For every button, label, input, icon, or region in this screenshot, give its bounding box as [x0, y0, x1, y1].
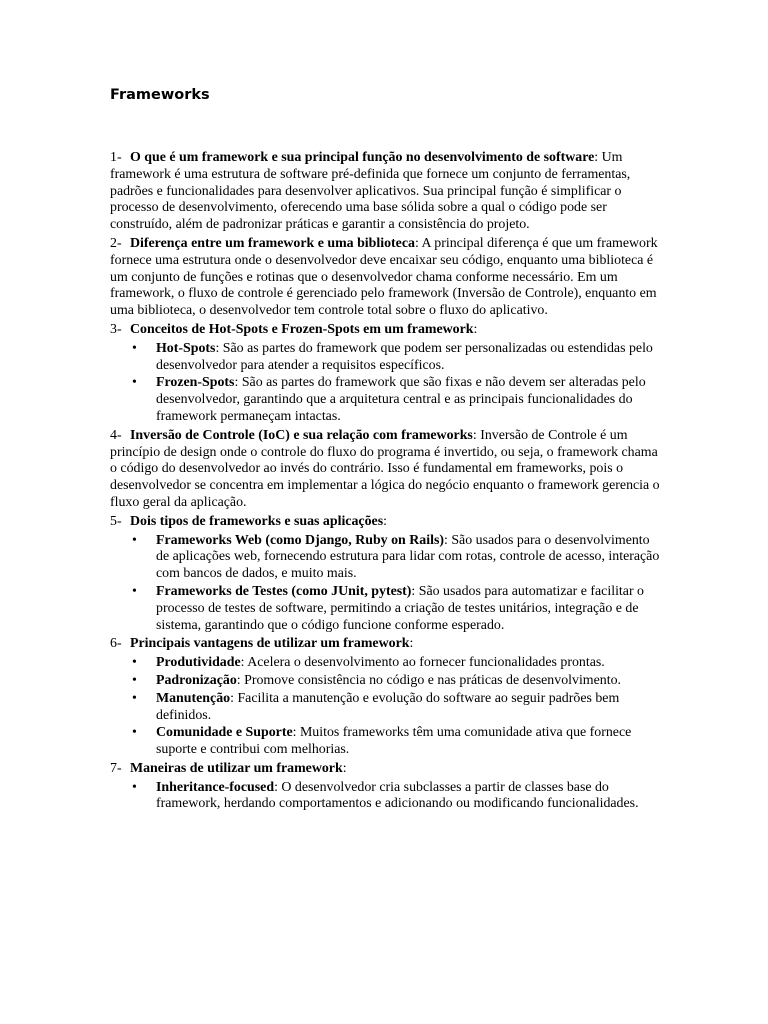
list-item: • Produtividade: Acelera o desenvolvimento ao fornecer funcionalidades prontas.: [132, 655, 605, 671]
bullet-icon: •: [132, 532, 137, 548]
bullet-icon: •: [132, 375, 137, 391]
section-paragraph: 5- Dois tipos de frameworks e suas aplicações:: [110, 513, 387, 529]
item-text: Facilita a manutenção e evolução do software ao seguir padrões bem definidos.: [156, 690, 620, 723]
bullet-list: [110, 341, 660, 426]
item-text: Muitos frameworks têm uma comunidade ativa que fornece suporte e contribui com melhorias.: [156, 725, 632, 758]
list-item: • Frameworks de Testes (como JUnit, pytest): São usados para automatizar e facilitar o processo de testes de software, permitindo a criação de testes unitários, integração e de sistema, garantindo que o código funcione conforme esperado.: [132, 583, 644, 633]
section-number: 7-: [110, 760, 122, 776]
list-item: • Inheritance-focused: O desenvolvedor cria subclasses a partir de classes base do framework, herdando comportamentos e adicionando ou modificando funcionalidades.: [132, 779, 639, 812]
list-item: • Padronização: Promove consistência no código e nas práticas de desenvolvimento.: [132, 672, 622, 688]
list-item: • Manutenção: Facilita a manutenção e evolução do software ao seguir padrões bem definidos.: [132, 690, 620, 723]
bullet-icon: •: [132, 583, 137, 599]
section-6: [110, 636, 660, 759]
section-number: 1-: [110, 150, 122, 165]
section-number: 5-: [110, 513, 122, 529]
section-paragraph: 6- Principais vantagens de utilizar um framework:: [110, 636, 414, 652]
item-text: O desenvolvedor cria subclasses a partir de classes base do framework, herdando comportamentos e adicionando ou modificando funcionalidades.: [156, 779, 639, 812]
item-text: São usados para o desenvolvimento de aplicações web, fornecendo estrutura para lidar com rotas, controle de acesso, interação com bancos de dados, e muito mais.: [156, 532, 660, 582]
section-1: [110, 150, 660, 234]
section-heading: Maneiras de utilizar um framework: [130, 760, 343, 776]
section-body: Inversão de Controle é um princípio de design onde o controle do fluxo do programa é invertido, ou seja, o framework chama o código do desenvolvedor ao invés do contrário. Isso é fundamental em frameworks, pois o desenvolvedor se concentra em implementar a lógica do negócio enquanto o framework gerencia o fluxo geral da aplicação.: [110, 427, 660, 510]
section-number: 6-: [110, 636, 122, 652]
section-paragraph: 3- Conceitos de Hot-Spots e Frozen-Spots em um framework:: [110, 321, 478, 337]
item-term: Padronização: [156, 672, 237, 688]
list-item: • Hot-Spots: São as partes do framework que podem ser personalizadas ou estendidas pelo desenvolvedor para atender a requisitos específicos.: [132, 340, 653, 373]
section-paragraph: 7- Maneiras de utilizar um framework:: [110, 760, 347, 776]
section-heading: Dois tipos de frameworks e suas aplicações: [130, 513, 384, 529]
item-text: São usados para automatizar e facilitar o processo de testes de software, permitindo a criação de testes unitários, integração e de sistema, garantindo que o código funcione conforme esperado.: [156, 583, 644, 633]
item-term: Hot-Spots: [156, 340, 216, 356]
item-term: Frameworks Web (como Django, Ruby on Rails): [156, 532, 444, 548]
bullet-icon: •: [132, 725, 137, 741]
section-3: [110, 322, 660, 426]
bullet-list: [110, 533, 660, 635]
section-2: [110, 236, 660, 320]
document-title: Frameworks: [110, 87, 210, 103]
section-heading: O que é um framework e sua principal função no desenvolvimento de software: [130, 150, 595, 165]
item-term: Comunidade e Suporte: [156, 725, 293, 741]
item-term: Manutenção: [156, 690, 231, 706]
section-number: 3-: [110, 321, 122, 337]
item-term: Frameworks de Testes (como JUnit, pytest): [156, 583, 412, 599]
document-page: [110, 86, 660, 815]
bullet-list: [110, 780, 660, 814]
section-paragraph: 1- O que é um framework e sua principal função no desenvolvimento de software: Um framework é uma estrutura de software pré-definida que fornece um conjunto de ferramentas, padrões e funcionalidades para desenvolver aplicativos. Sua principal função é simplificar o processo de desenvolvimento, oferecendo uma base sólida sobre a qual o código pode ser construído, além de padronizar práticas e garantir a consistência do projeto.: [110, 150, 631, 233]
section-heading: Principais vantagens de utilizar um framework: [130, 636, 410, 652]
section-4: [110, 428, 660, 512]
item-term: Frozen-Spots: [156, 375, 235, 391]
section-heading: Conceitos de Hot-Spots e Frozen-Spots em um framework: [130, 321, 474, 337]
bullet-icon: •: [132, 779, 137, 795]
bullet-icon: •: [132, 690, 137, 706]
item-term: Produtividade: [156, 655, 241, 671]
section-7: [110, 761, 660, 813]
list-item: • Frozen-Spots: São as partes do framework que são fixas e não devem ser alteradas pelo desenvolvedor, garantindo que a arquitetura central e as principais funcionalidades do framework permaneçam intactas.: [132, 375, 646, 424]
item-text: Promove consistência no código e nas práticas de desenvolvimento.: [244, 672, 622, 688]
list-item: • Frameworks Web (como Django, Ruby on Rails): São usados para o desenvolvimento de aplicações web, fornecendo estrutura para lidar com rotas, controle de acesso, interação com bancos de dados, e muito mais.: [132, 532, 660, 582]
bullet-icon: •: [132, 340, 137, 356]
item-text: São as partes do framework que são fixas e não devem ser alteradas pelo desenvolvedor, garantindo que a arquitetura central e as principais funcionalidades do framework permaneçam intactas.: [156, 375, 646, 424]
list-item: • Comunidade e Suporte: Muitos frameworks têm uma comunidade ativa que fornece suporte e contribui com melhorias.: [132, 725, 632, 758]
section-paragraph: 2- Diferença entre um framework e uma biblioteca: A principal diferença é que um framework fornece uma estrutura onde o desenvolvedor deve encaixar seu código, enquanto uma biblioteca é um conjunto de funções e rotinas que o desenvolvedor chama conforme necessário. Em um framework, o fluxo de controle é gerenciado pelo framework (Inversão de Controle), enquanto em uma biblioteca, o desenvolvedor tem controle total sobre o fluxo do aplicativo.: [110, 235, 658, 319]
bullet-icon: •: [132, 672, 137, 688]
section-number: 4-: [110, 427, 122, 443]
section-body: A principal diferença é que um framework fornece uma estrutura onde o desenvolvedor deve encaixar seu código, enquanto uma biblioteca é um conjunto de funções e rotinas que o desenvolvedor chama conforme necessário. Em um framework, o fluxo de controle é gerenciado pelo framework (Inversão de Controle), enquanto em uma biblioteca, o desenvolvedor tem controle total sobre o fluxo do aplicativo.: [110, 235, 658, 319]
item-text: Acelera o desenvolvimento ao fornecer funcionalidades prontas.: [247, 655, 605, 671]
item-text: São as partes do framework que podem ser personalizadas ou estendidas pelo desenvolvedor para atender a requisitos específicos.: [156, 340, 653, 373]
section-5: [110, 514, 660, 635]
section-heading: Inversão de Controle (IoC) e sua relação com frameworks: [130, 427, 473, 443]
section-body: Um framework é uma estrutura de software pré-definida que fornece um conjunto de ferramentas, padrões e funcionalidades para desenvolver aplicativos. Sua principal função é simplificar o processo de desenvolvimento, oferecendo uma base sólida sobre a qual o código pode ser construído, além de padronizar práticas e garantir a consistência do projeto.: [110, 150, 631, 233]
section-heading: Diferença entre um framework e uma biblioteca: [130, 235, 415, 251]
section-paragraph: 4- Inversão de Controle (IoC) e sua relação com frameworks: Inversão de Controle é um princípio de design onde o controle do fluxo do programa é invertido, ou seja, o framework chama o código do desenvolvedor ao invés do contrário. Isso é fundamental em frameworks, pois o desenvolvedor se concentra em implementar a lógica do negócio enquanto o framework gerencia o fluxo geral da aplicação.: [110, 427, 660, 510]
item-term: Inheritance-focused: [156, 779, 275, 795]
section-number: 2-: [110, 235, 122, 251]
bullet-icon: •: [132, 655, 137, 671]
bullet-list: [110, 655, 660, 759]
